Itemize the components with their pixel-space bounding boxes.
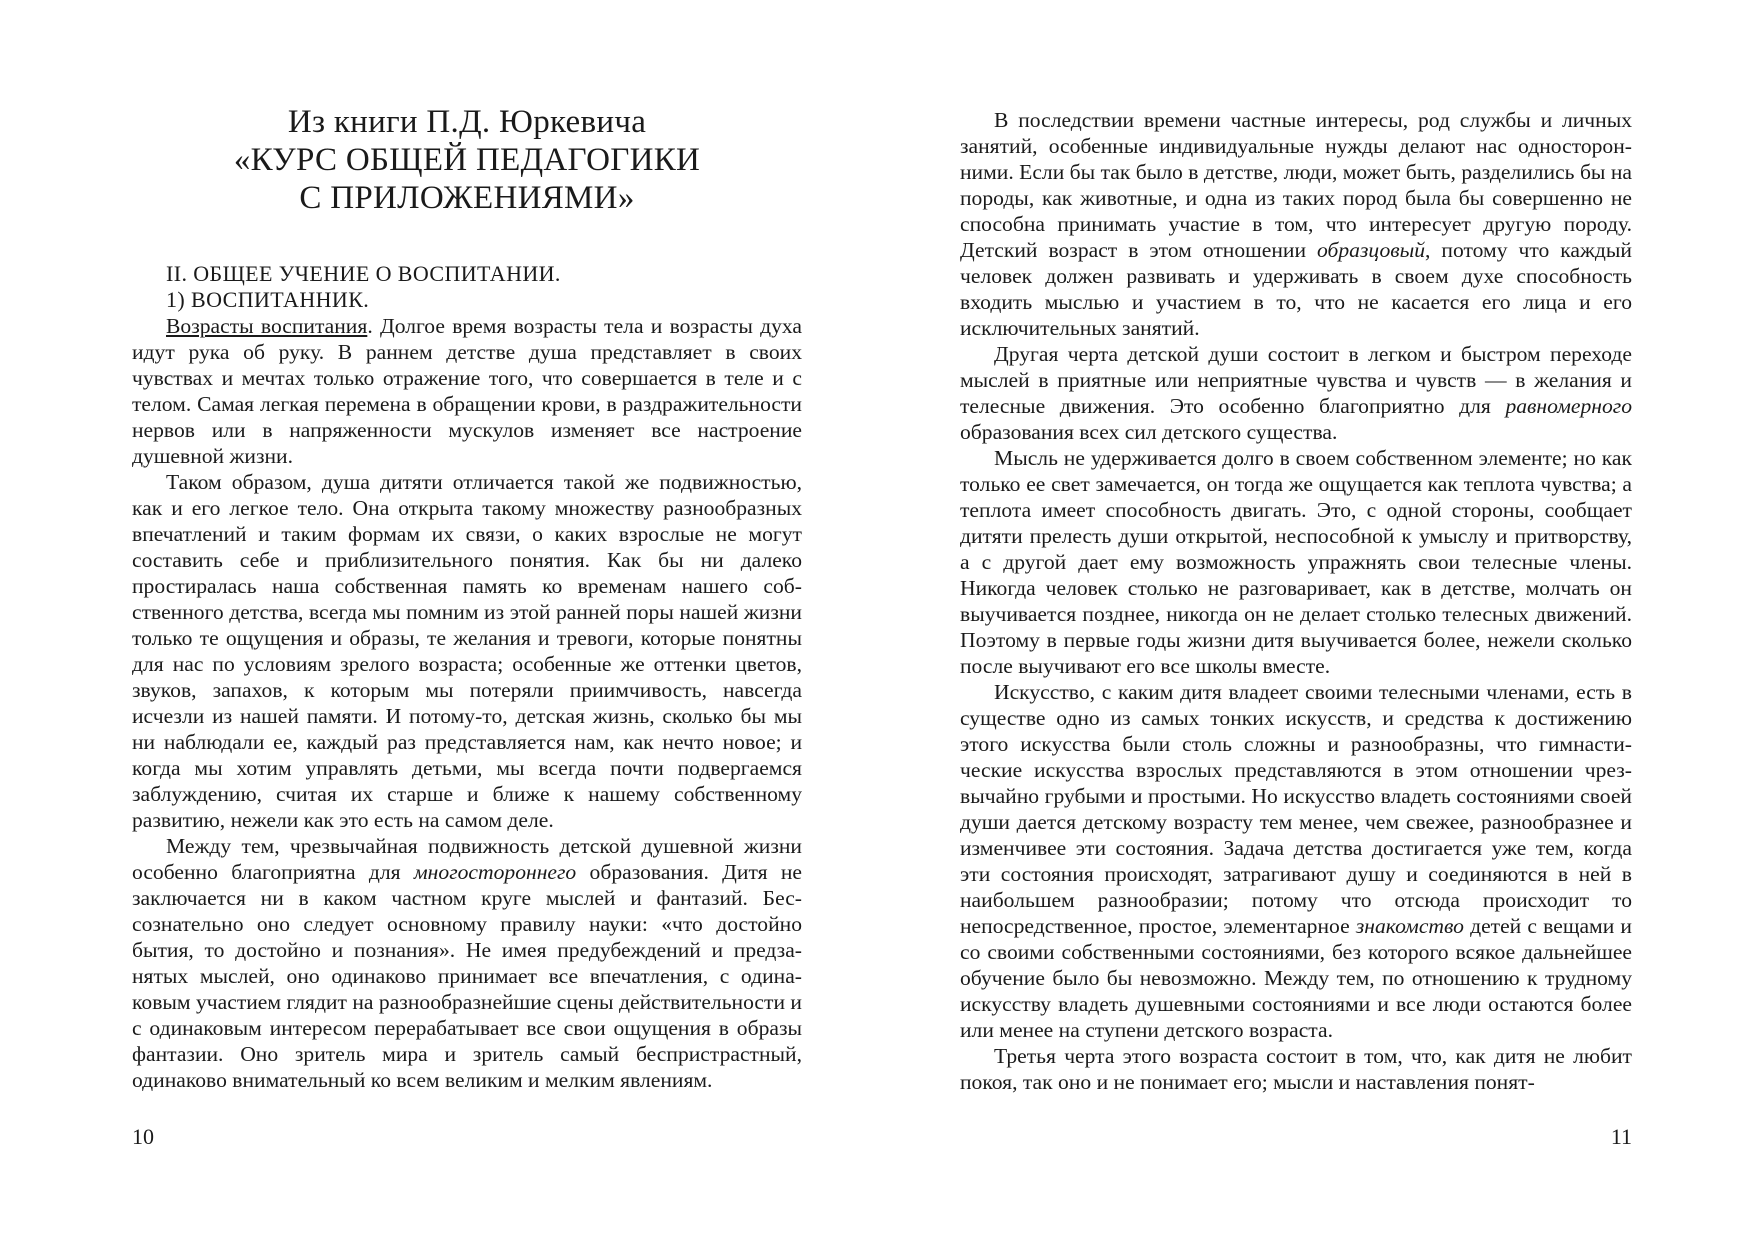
emphasis: многостороннего bbox=[413, 860, 577, 884]
paragraph bbox=[132, 833, 802, 1093]
paragraph bbox=[960, 679, 1632, 1043]
left-page bbox=[132, 0, 802, 1240]
paragraph: Мысль не удерживается долго в своем собственном элементе; но как только ее свет замечается, он тогда же ощущается как теплота чувства; а теплота имеет способность двигать. Это, с одной стороны, сообщает дитяти прелесть души открытой, неспособной к умыслу и притворству, а с другой дает ему возможность упражнять свои телесные члены. Никогда человек столько не разговаривает, как в детстве, молчать он выучивается позднее, никогда он не делает столько телесных движений. Поэтому в первые годы жизни дитя выучивается более, нежели сколько после выучивают его все школы вместе. bbox=[960, 446, 1632, 678]
title-line-2: «КУРС ОБЩЕЙ ПЕДАГОГИКИ bbox=[233, 142, 701, 178]
subsection-heading: 1) ВОСПИТАННИК. bbox=[166, 287, 370, 312]
emphasis: знакомство bbox=[1355, 914, 1464, 938]
paragraph-text: Другая черта детской души состоит в легком и быстром переходе мыслей в приятные или неприятные чувства и чувств — в желания и телесные движения. Это особенно благоприятно для bbox=[960, 342, 1632, 418]
paragraph-text: Искусство, с каким дитя владеет своими телесными членами, есть в существе одно из самых тонких искусств, и средства к достижению этого искусства были столь сложны и разнообразны, что гимнастические искусства взрослых представляются в этом отношении чрезвычайно грубыми и простыми. Но искусство владеть состояниями своей души дается детскому возрасту тем менее, чем свежее, разнообразнее и изменчивее эти состояния. Задача детства достигается уже тем, когда эти состояния происходят, затрагивают душу и соединяются в ней в наибольшем разнообразии; потому что отсюда происходит то непосредственное, простое, элементарное bbox=[960, 680, 1632, 938]
paragraph-text: . Долгое время возрасты тела и возрасты духа идут рука об руку. В раннем детстве душа представляет в своих чувствах и мечтах только отражение того, что совершается в теле и с телом. Самая легкая перемена в обращении крови, в раздражительности нервов или в напряженности мускулов изменяет все настроение душевной жизни. bbox=[132, 314, 803, 468]
paragraph-text: В последствии времени частные интересы, род службы и личных занятий, особенные индивидуальные нужды делают нас односторонними. Если бы так было в детстве, люди, может быть, разделились бы на породы, как животные, и одна из таких пород была бы совершенно не способна принимать участие в том, что интересует другую породу. Детский возраст в этом отношении bbox=[960, 108, 1632, 262]
title-line-1: Из книги П.Д. Юркевича bbox=[287, 104, 647, 140]
section-headings bbox=[132, 261, 802, 313]
paragraph bbox=[132, 313, 802, 469]
section-heading: II. ОБЩЕЕ УЧЕНИЕ О ВОСПИТАНИИ. bbox=[166, 261, 561, 286]
emphasis: образцовый bbox=[1317, 238, 1426, 262]
right-body-text bbox=[960, 107, 1632, 1095]
title-line-3: С ПРИЛОЖЕНИЯМИ» bbox=[299, 180, 635, 216]
emphasis: равномерного bbox=[1505, 394, 1632, 418]
paragraph-text: детей с вещами и со своими собственными состояниями, без которого всякое дальнейшее обучение было бы невозможно. Между тем, по отношению к трудному искусству владеть душевными состояниями и все люди остаются более или менее на ступени детского возраста. bbox=[960, 914, 1632, 1042]
paragraph-text: образования. Дитя не заключается ни в каком частном круге мыслей и фантазий. Бессознательно оно следует основному правилу науки: «что достойно бытия, то достойно и познания». Не имея предубеждений и предзанятых мыслей, оно одинаково принимает все впечатления, с одинаковым участием глядит на разнообразнейшие сцены действительности и с одинаковым интересом перерабатывает все свои ощущения в образы фантазии. Оно зритель мира и зритель самый беспристрастный, одинаково внимательный ко всем великим и мелким явлениям. bbox=[132, 860, 802, 1092]
right-page bbox=[960, 0, 1632, 1240]
paragraph: Таком образом, душа дитяти отличается такой же подвижностью, как и его легкое тело. Она открыта такому множеству разнообразных впечатлений и таким формам их связи, о каких взрослые не могут составить себе и приблизительного понятия. Как бы ни далеко простиралась наша собственная память ко временам нашего собственного детства, всегда мы помним из этой ранней поры нашей жизни только те ощущения и образы, те желания и тревоги, которые понятны для нас по условиям зрелого возраста; особенные же оттенки цветов, звуков, запахов, к которым мы потеряли приимчивость, навсегда исчезли из нашей памяти. И потому-то, детская жизнь, сколько бы мы ни наблюдали ее, каждый раз представляется нам, как нечто новое; и когда мы хотим управлять детьми, мы всегда почти подвергаемся заблуждению, считая их старше и ближе к нашему собственному развитию, нежели как это есть на самом деле. bbox=[132, 470, 802, 832]
left-body-text bbox=[132, 313, 802, 1093]
paragraph bbox=[960, 341, 1632, 445]
page-number-right: 11 bbox=[1610, 1124, 1632, 1149]
paragraph-lead-term: Возрасты воспитания bbox=[166, 314, 368, 338]
paragraph-text: Между тем, чрезвычайная подвижность детской душевной жизни особенно благоприятна для bbox=[132, 834, 802, 884]
page-number-left: 10 bbox=[132, 1124, 154, 1149]
book-title bbox=[132, 103, 802, 217]
paragraph: Третья черта этого возраста состоит в том, что, как дитя не любит покоя, так оно и не понимает его; мысли и наставления понят- bbox=[960, 1044, 1632, 1094]
paragraph-text: , потому что каждый человек должен развивать и удерживать в своем духе способность входить мыслью и участием в то, что не касается его лица и его исключительных занятий. bbox=[960, 238, 1632, 340]
paragraph-text: образования всех сил детского существа. bbox=[960, 420, 1338, 444]
paragraph bbox=[960, 107, 1632, 341]
